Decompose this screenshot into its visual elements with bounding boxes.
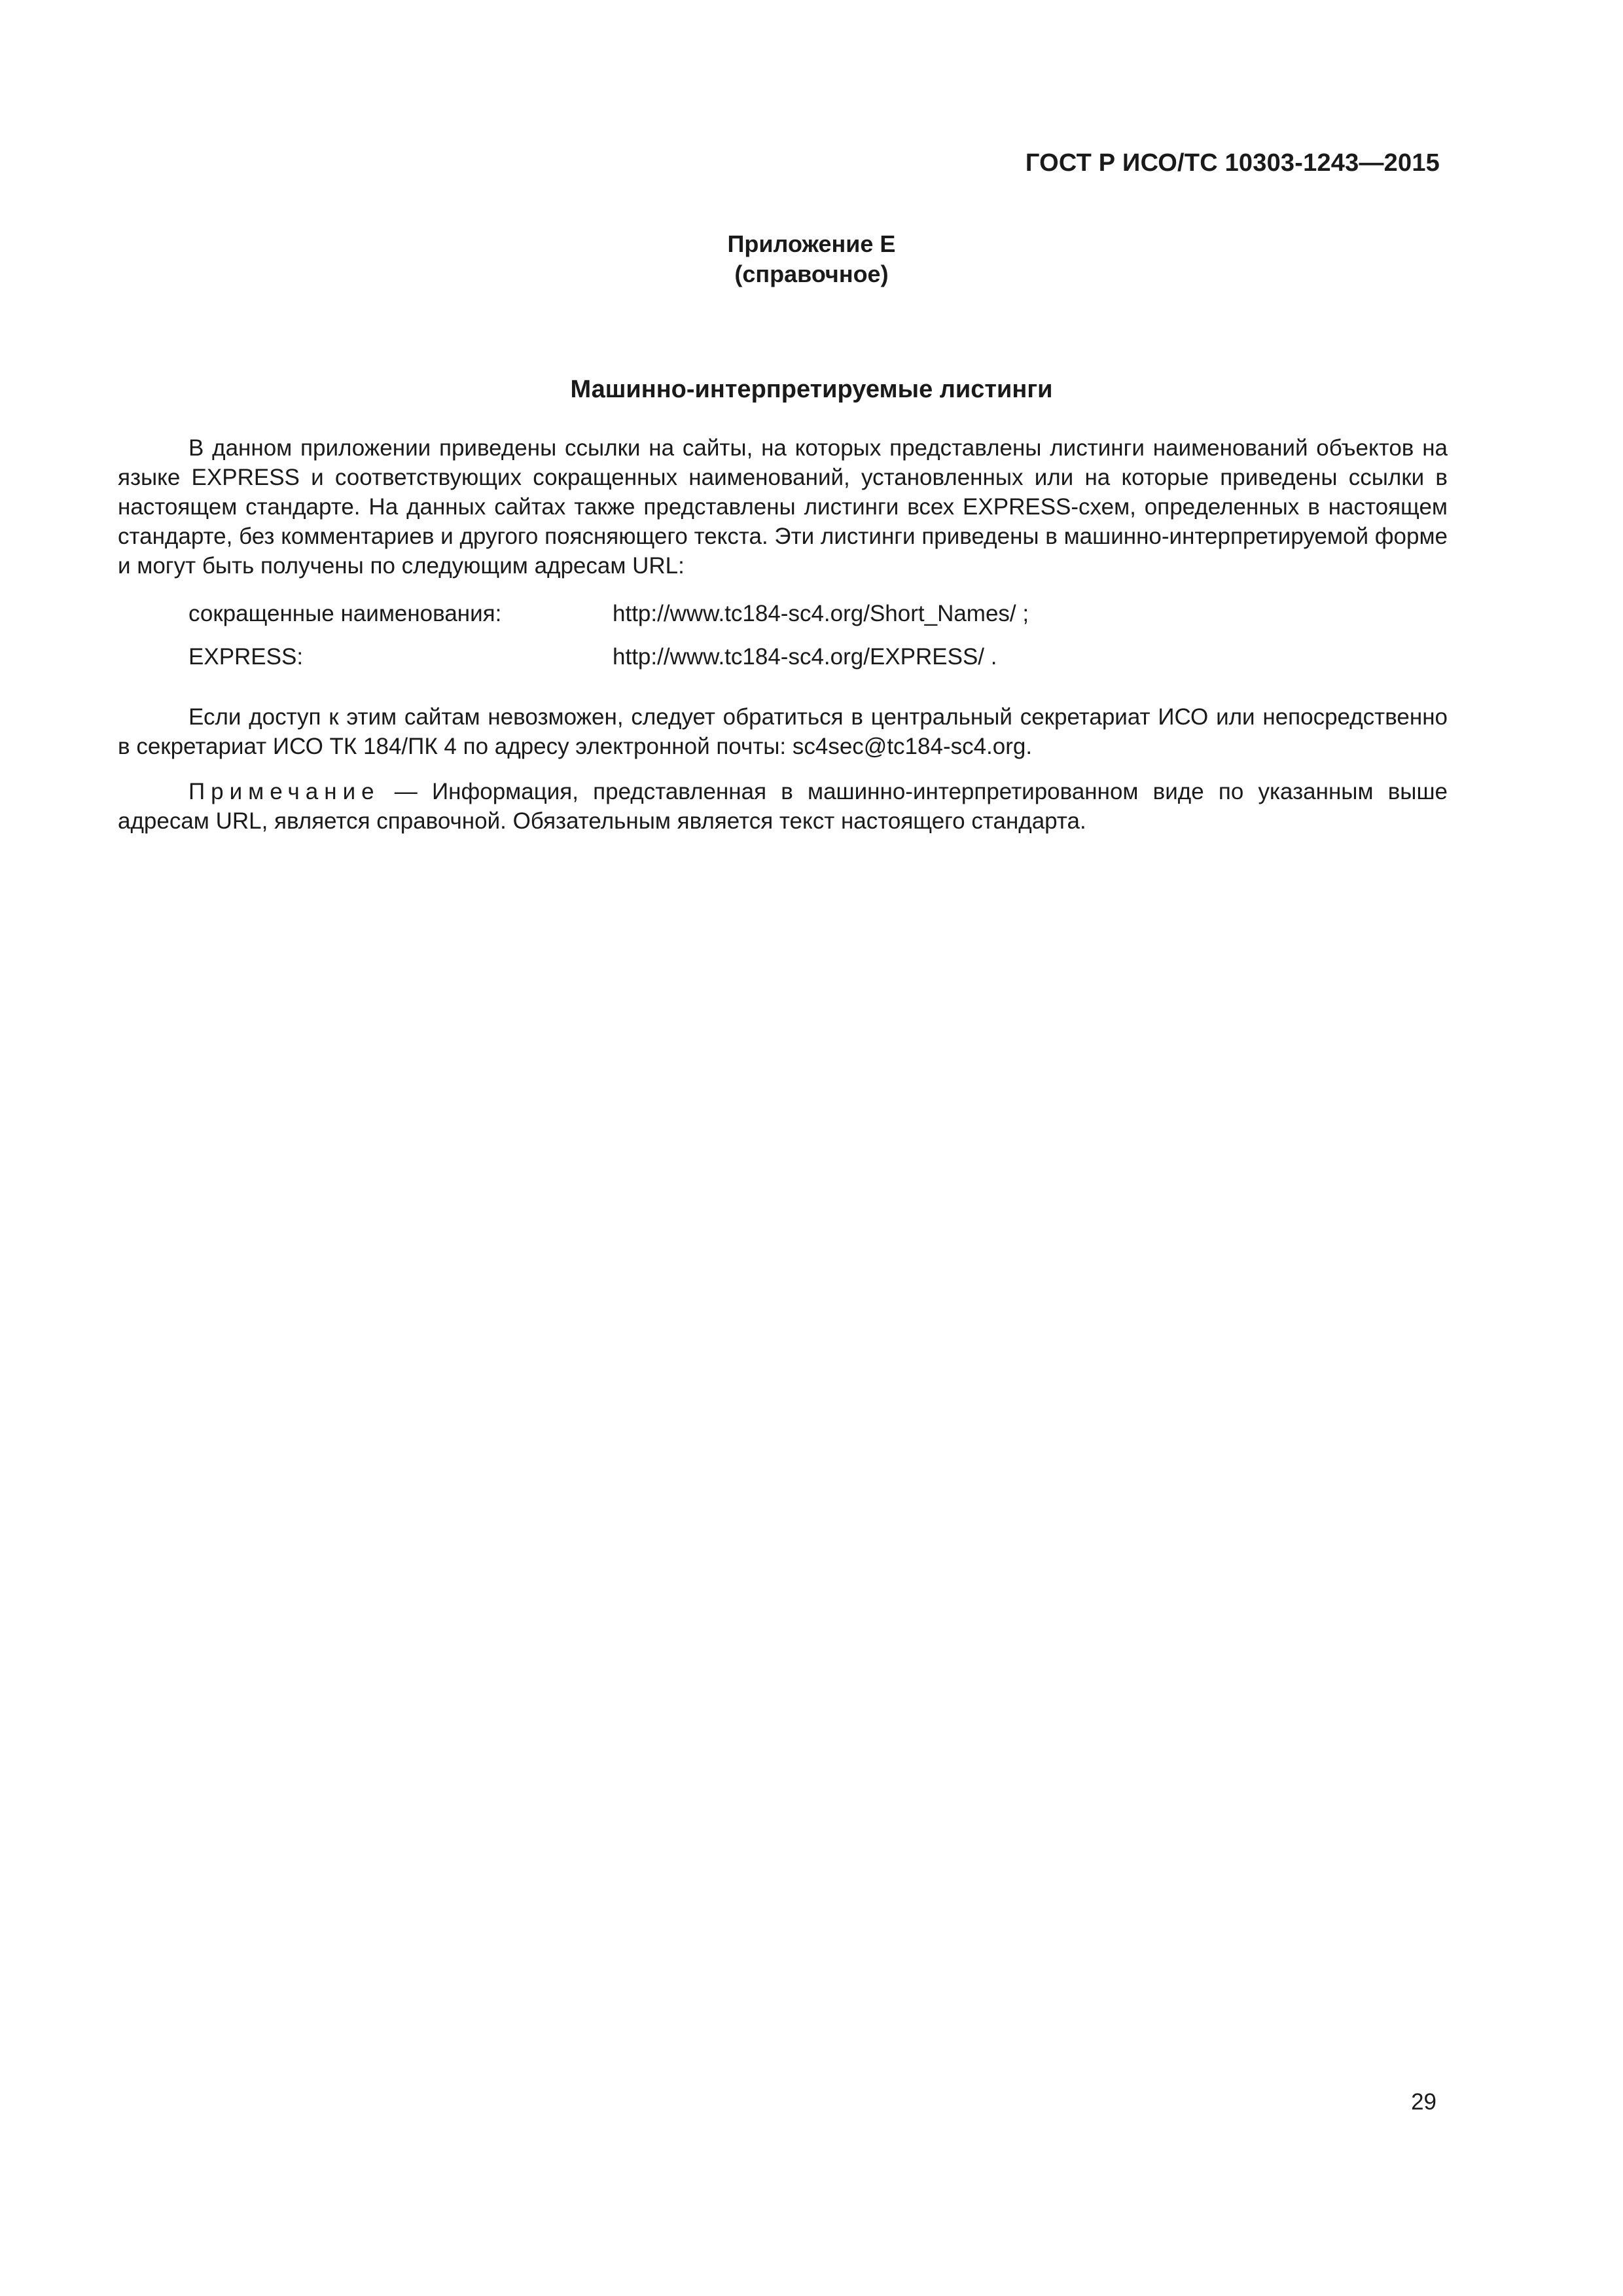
note-label: Примечание <box>188 779 380 804</box>
annex-title: Приложение Е <box>727 230 896 257</box>
annex-status: (справочное) <box>734 260 889 287</box>
access-paragraph: Если доступ к этим сайтам невозможен, следует обратиться в центральный секретариат ИСО или непосредственно в секретариат ИСО ТК 184/ПК 4 по адресу электронной почты: sc4sec@tc184-sc4.org. <box>118 704 1448 759</box>
document-code: ГОСТ Р ИСО/ТС 10303-1243—2015 <box>1025 149 1440 177</box>
body-content <box>118 433 1448 836</box>
url-value: http://www.tc184-sc4.org/EXPRESS/ . <box>613 644 997 670</box>
url-row-short-names <box>188 599 1448 642</box>
url-row-express <box>188 642 1448 685</box>
url-label: сокращенные наименования: <box>188 601 502 626</box>
url-label: EXPRESS: <box>188 644 304 670</box>
note-text: — Информация, представленная в машинно-интерпретированном виде по указанным выше адресам URL, является справочной. Обязательным является текст настоящего стандарта. <box>118 779 1448 834</box>
page-number: 29 <box>1411 2089 1436 2115</box>
intro-paragraph: В данном приложении приведены ссылки на сайты, на которых представлены листинги наименований объектов на языке EXPRESS и соответствующих сокращенных наименований, установленных или на которые приведены ссылки в настоящем стандарте. На данных сайтах также представлены листинги всех EXPRESS-схем, определенных в настоящем стандарте, без комментариев и другого поясняющего текста. Эти листинги приведены в машинно-интерпретируемой форме и могут быть получены по следующим адресам URL: <box>118 435 1448 579</box>
section-title: Машинно-интерпретируемые листинги <box>570 376 1053 403</box>
url-list <box>188 599 1448 685</box>
note-paragraph <box>118 777 1448 836</box>
annex-heading <box>0 229 1623 289</box>
url-value: http://www.tc184-sc4.org/Short_Names/ ; <box>613 601 1029 626</box>
